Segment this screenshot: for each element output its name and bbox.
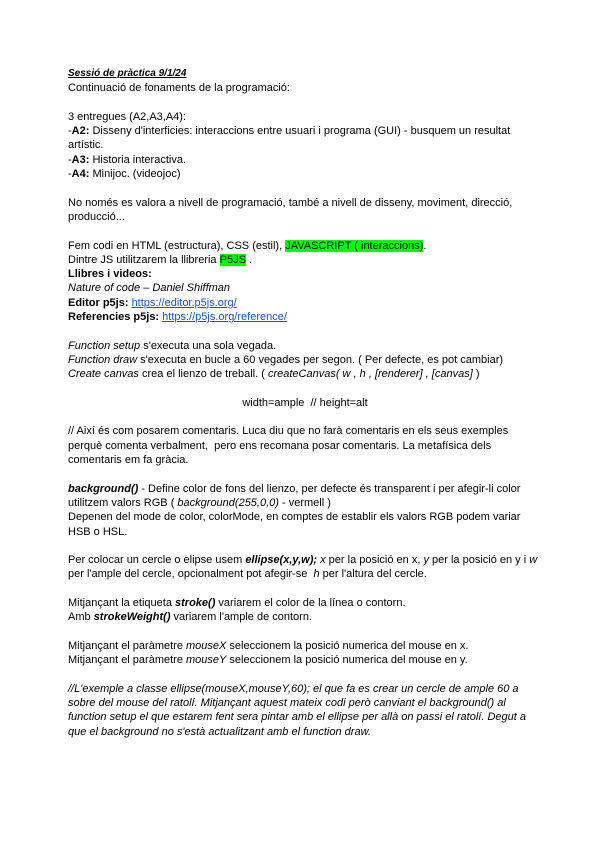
text-run: Minijoc. (videojoc) — [89, 168, 181, 181]
hyperlink[interactable]: https://p5js.org/reference/ — [162, 311, 287, 324]
text-run: background(255,0,0) — [177, 496, 279, 509]
text-run: Editor p5js: — [68, 296, 132, 309]
text-run: mouseY — [186, 654, 227, 667]
languages-line — [68, 239, 542, 253]
text-run: Llibres i videos: — [68, 268, 152, 281]
text-run: y — [423, 554, 429, 567]
text-run: crea el lienzo de treball. ( — [138, 368, 268, 381]
books-videos-heading — [68, 267, 542, 281]
text-run: stroke() — [175, 596, 216, 609]
text-run: ellipse(x,y,w); — [245, 554, 318, 567]
text-run: Create canvas — [68, 368, 139, 381]
colormode-para — [68, 510, 542, 539]
stroke-para — [68, 596, 542, 610]
editor-link-line — [68, 296, 542, 310]
class-example-note — [68, 682, 542, 739]
text-run: Mitjançant el paràmetre — [68, 639, 186, 652]
background-para — [68, 482, 542, 511]
paragraph — [68, 110, 542, 124]
text-run: - vermell ) — [278, 496, 331, 509]
text-run: . — [423, 239, 427, 252]
text-run: // Així és com posarem comentaris. Luca diu que no farà comentaris en els seus exemples perquè comenta verbalment, pero ens recomana posar comentaris. La metafísica dels comentaris em fa gràcia. — [68, 425, 512, 467]
text-run: . — [245, 253, 253, 266]
text-run: ) — [472, 368, 480, 381]
text-run: A2: — [71, 125, 90, 138]
comments-note — [68, 424, 542, 467]
create-canvas-line — [68, 367, 542, 381]
text-run: Function draw — [68, 353, 138, 366]
text-run: mouseX — [186, 639, 227, 652]
text-run: Fem codi en HTML (estructura), CSS (estil), — [68, 239, 286, 252]
text-run: Mitjançant la etiqueta — [68, 596, 176, 609]
text-run: Sessió de pràctica 9/1/24 — [68, 68, 187, 79]
blank-line — [68, 582, 542, 596]
text-run: per l'ample del cercle, opcionalment pot afegir-se — [68, 554, 541, 581]
text-run: A3: — [71, 153, 90, 166]
mousey-para — [68, 653, 542, 667]
text-run: Continuació de fonaments de la programació: — [68, 82, 290, 95]
document-body — [68, 67, 542, 739]
blank-line — [68, 181, 542, 195]
text-run: - — [68, 125, 72, 138]
text-run: seleccionem la posició numerica del mouse en y. — [226, 654, 468, 667]
function-setup-line — [68, 339, 542, 353]
text-run: s'executa una sola vegada. — [140, 339, 277, 352]
text-run: Function setup — [68, 339, 141, 352]
text-run: Per colocar un cercle o elipse usem — [68, 554, 246, 567]
list-item-a2 — [68, 124, 542, 153]
text-run: Dintre JS utilitzarem la llibreria — [68, 253, 220, 266]
list-item-a4 — [68, 167, 542, 181]
text-run: h — [313, 568, 320, 581]
text-run: variarem el color de la línea o contorn. — [215, 596, 406, 609]
text-run: Referencies p5js: — [68, 311, 163, 324]
text-run: x — [320, 554, 326, 567]
list-item-a3 — [68, 153, 542, 167]
text-run: 3 entregues (A2,A3,A4): — [68, 110, 187, 123]
strokeweight-para — [68, 610, 542, 624]
text-run: w — [529, 554, 538, 567]
width-height-note — [68, 396, 542, 410]
text-run: per la posició en x, — [325, 554, 424, 567]
paragraph — [68, 196, 542, 225]
mousex-para — [68, 639, 542, 653]
text-run: s'executa en bucle a 60 vegades per segon. ( Per defecte, es pot cambiar) — [137, 353, 504, 366]
text-run: Depenen del mode de color, colorMode, en comptes de establir els valors RGB podem variar HSB o HSL. — [68, 511, 524, 538]
blank-line — [68, 382, 542, 396]
text-run: per la posició en y i — [428, 554, 530, 567]
text-run: createCanvas( w , h , [renderer] , [canvas] — [267, 368, 473, 381]
text-run: Mitjançant el paràmetre — [68, 654, 186, 667]
blank-line — [68, 410, 542, 424]
blank-line — [68, 467, 542, 481]
text-run: background() — [68, 482, 139, 495]
text-run: Historia interactiva. — [89, 153, 186, 166]
text-run: strokeWeight() — [93, 611, 171, 624]
blank-line — [68, 96, 542, 110]
paragraph — [68, 81, 542, 95]
text-run: - — [68, 153, 72, 166]
function-draw-line — [68, 353, 542, 367]
highlighted-text: P5JS — [219, 253, 246, 266]
highlighted-text: JAVASCRIPT ( interaccions) — [285, 239, 424, 252]
text-run: variarem l'ample de contorn. — [170, 611, 312, 624]
blank-line — [68, 539, 542, 553]
text-run: seleccionem la posició numerica del mouse en x. — [226, 639, 469, 652]
blank-line — [68, 625, 542, 639]
text-run: //L'exemple a classe ellipse(mouseX,mouseY,60); el que fa es crear un cercle de ample 60 a sobre del mouse del ratolí. Mitjançant aquest mateix codi però canviant el background() al function setup el que estarem fent sera pintar amb el ellipse per allà on passi el ratolí. Degut a que el background no s'està actualitzant amb el function draw. — [68, 682, 530, 738]
book-reference — [68, 281, 542, 295]
text-run: - — [68, 168, 72, 181]
library-line — [68, 253, 542, 267]
text-run: Amb — [68, 611, 94, 624]
text-run: width=ample // height=alt — [242, 396, 368, 409]
blank-line — [68, 324, 542, 338]
text-run: per l'altura del cercle. — [319, 568, 427, 581]
text-run: No només es valora a nivell de programació, també a nivell de disseny, moviment, direcció, producció... — [68, 196, 516, 223]
text-run: A4: — [71, 168, 90, 181]
ellipse-para — [68, 553, 542, 582]
session-title — [68, 67, 542, 81]
text-run: - Define color de fons del lienzo, per defecte és transparent i per afegir-li color utilitzem valors RGB ( — [68, 482, 524, 509]
reference-link-line — [68, 310, 542, 324]
text-run: Nature of code – Daniel Shiffman — [68, 282, 231, 295]
blank-line — [68, 667, 542, 681]
hyperlink[interactable]: https://editor.p5js.org/ — [131, 296, 237, 309]
blank-line — [68, 224, 542, 238]
text-run: Disseny d'interficies: interaccions entre usuari i programa (GUI) - busquem un resultat artístic. — [68, 125, 514, 152]
